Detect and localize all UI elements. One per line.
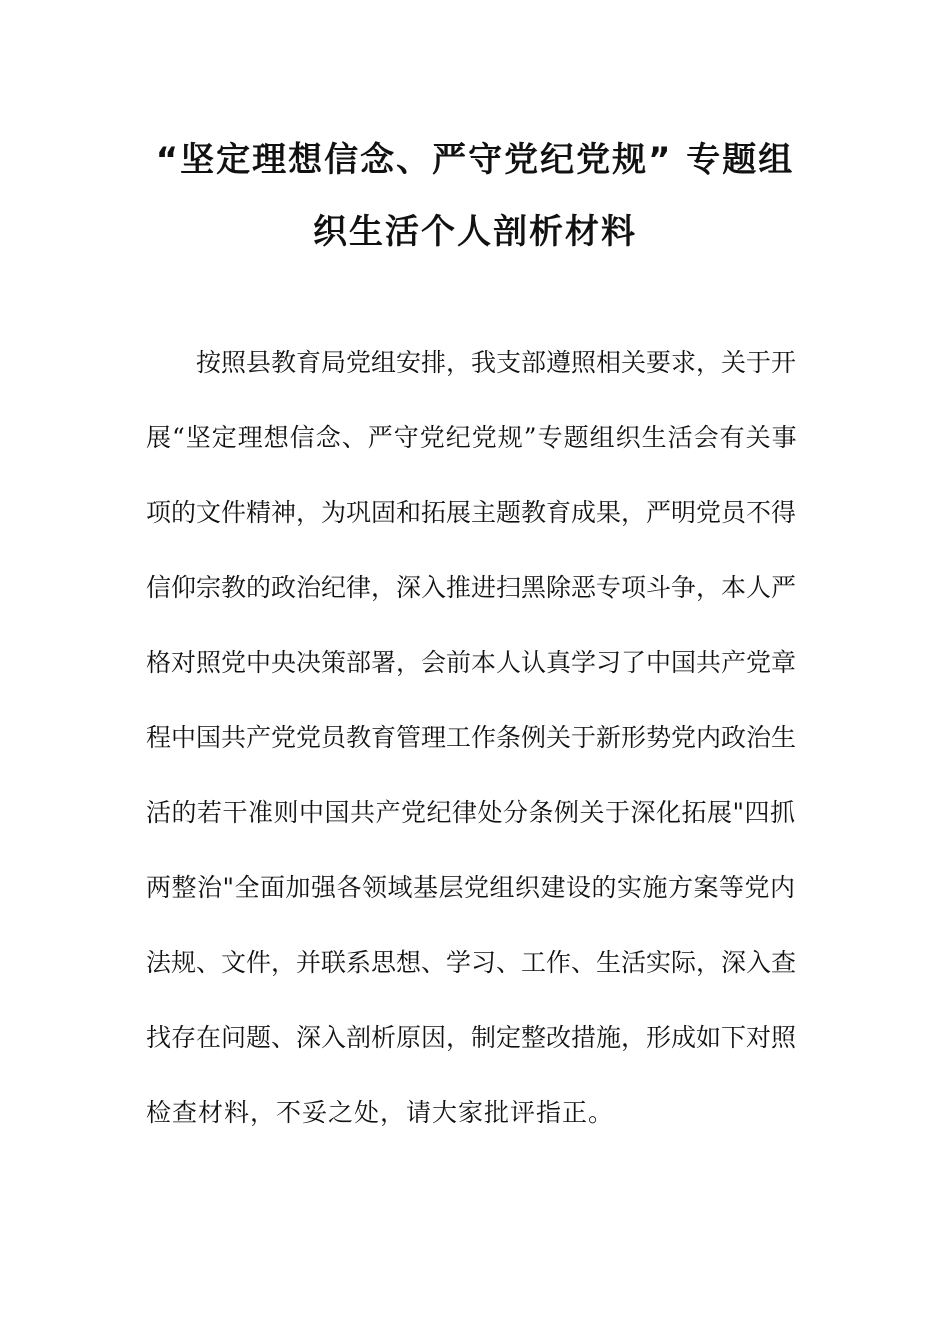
paragraph-line: 法规、文件，并联系思想、学习、工作、生活实际，深入查	[146, 948, 797, 977]
paragraph-line: 找存在问题、深入剖析原因，制定整改措施，形成如下对照	[146, 1023, 797, 1052]
paragraph-line: 展“坚定理想信念、严守党纪党规”专题组织生活会有关事	[146, 423, 798, 452]
paragraph-line: 按照县教育局党组安排，我支部遵照相关要求，关于开	[196, 348, 797, 377]
paragraph-line: 格对照党中央决策部署，会前本人认真学习了中国共产党章	[146, 648, 797, 677]
paragraph-line: 项的文件精神，为巩固和拓展主题教育成果，严明党员不得	[146, 498, 797, 527]
paragraph-line: 活的若干准则中国共产党纪律处分条例关于深化拓展"四抓	[146, 798, 796, 827]
paragraph-line: 检查材料，不妥之处，请大家批评指正。	[146, 1098, 615, 1127]
paragraph-line: 两整治"全面加强各领域基层党组织建设的实施方案等党内	[146, 873, 796, 902]
document-title-line-2: 织生活个人剖析材料	[313, 212, 637, 252]
paragraph-line: 信仰宗教的政治纪律，深入推进扫黑除恶专项斗争，本人严	[146, 573, 797, 602]
paragraph-line: 程中国共产党党员教育管理工作条例关于新形势党内政治生	[146, 723, 797, 752]
document-title-line-1: “坚定理想信念、严守党纪党规” 专题组	[155, 140, 795, 180]
